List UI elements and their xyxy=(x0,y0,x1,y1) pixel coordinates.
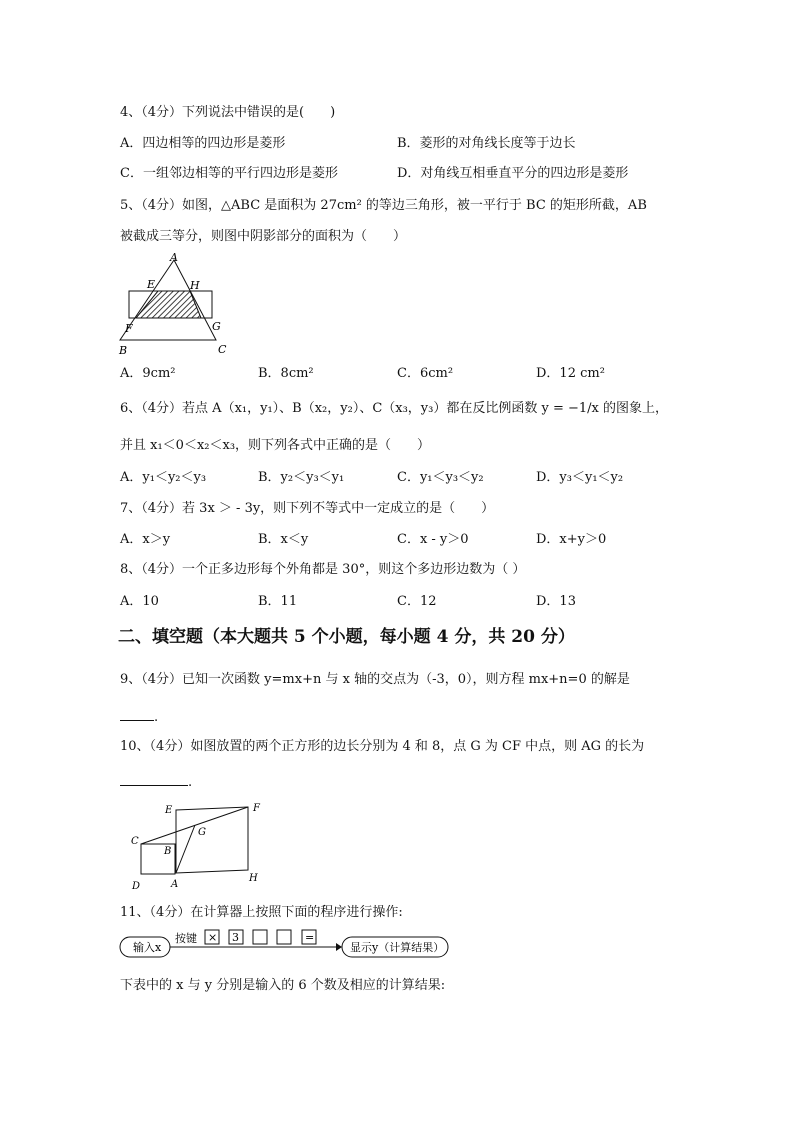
q11-stem: 11、（4分）在计算器上按照下面的程序进行操作: xyxy=(120,905,403,920)
q9-stem: 9、（4分）已知一次函数 y=mx+n 与 x 轴的交点为（-3，0），则方程 mx+n=0 的解是 xyxy=(120,672,630,687)
label-f: F xyxy=(125,322,133,335)
label-c: C xyxy=(218,343,227,356)
key-3-label: 3 xyxy=(232,931,239,944)
q9-answer-line xyxy=(120,706,158,727)
label-g: G xyxy=(198,827,206,838)
q4-option-a: A．四边相等的四边形是菱形 xyxy=(120,136,286,151)
label-e: E xyxy=(147,278,156,291)
label-b: B xyxy=(119,344,128,357)
input-x-label: 输入x xyxy=(133,941,162,954)
q4-option-b: B．菱形的对角线长度等于边长 xyxy=(397,136,576,151)
label-h: H xyxy=(190,279,200,292)
q8-option-b: B．11 xyxy=(258,594,298,609)
key-times-label: × xyxy=(208,931,218,944)
label-e: E xyxy=(165,805,173,816)
key-blank-2 xyxy=(277,930,291,944)
q5-option-d: D．12 cm² xyxy=(536,366,605,381)
output-y-label: 显示y（计算结果） xyxy=(350,941,445,954)
q4-option-d: D．对角线互相垂直平分的四边形是菱形 xyxy=(397,166,629,181)
q8-option-d: D．13 xyxy=(536,594,576,609)
shaded-region xyxy=(136,291,201,318)
q5-stem-line1: 5、（4分）如图，△ABC 是面积为 27cm² 的等边三角形，被一平行于 BC 的矩形所截，AB xyxy=(120,198,647,213)
q5-triangle-figure xyxy=(112,250,237,360)
press-keys-label: 按键 xyxy=(175,932,197,945)
q10-period: . xyxy=(188,775,193,790)
q11-calculator-flow xyxy=(118,928,453,962)
q5-option-c: C．6cm² xyxy=(397,366,454,381)
q7-option-d: D．x+y＞0 xyxy=(536,532,607,547)
q9-answer-blank[interactable] xyxy=(120,706,154,721)
q4-option-c: C．一组邻边相等的平行四边形是菱形 xyxy=(120,166,338,181)
label-d: D xyxy=(132,881,141,892)
q11-table-intro: 下表中的 x 与 y 分别是输入的 6 个数及相应的计算结果: xyxy=(120,978,446,993)
q7-stem: 7、（4分）若 3x ＞ - 3y，则下列不等式中一定成立的是（ ） xyxy=(120,501,495,516)
q8-stem: 8、（4分）一个正多边形每个外角都是 30°，则这个多边形边数为（ ） xyxy=(120,562,526,577)
label-h: H xyxy=(249,873,258,884)
q6-option-b: B．y₂＜y₃＜y₁ xyxy=(258,470,345,485)
q8-option-a: A．10 xyxy=(120,594,159,609)
q5-option-a: A．9cm² xyxy=(120,366,176,381)
q5-option-b: B．8cm² xyxy=(258,366,314,381)
q6-stem-line2: 并且 x₁＜0＜x₂＜x₃，则下列各式中正确的是（ ） xyxy=(120,438,431,453)
q6-option-c: C．y₁＜y₃＜y₂ xyxy=(397,470,484,485)
key-blank-1 xyxy=(253,930,267,944)
q6-stem-line1: 6、（4分）若点 A（x₁，y₁）、B（x₂，y₂）、C（x₃，y₃）都在反比例函数 y = −1/x 的图象上， xyxy=(120,401,668,416)
q10-answer-line xyxy=(120,771,192,792)
q10-squares-figure xyxy=(125,798,275,893)
q7-option-b: B．x＜y xyxy=(258,532,309,547)
q5-stem-line2: 被截成三等分，则图中阴影部分的面积为（ ） xyxy=(120,229,407,244)
q7-option-c: C．x - y＞0 xyxy=(397,532,469,547)
label-b: B xyxy=(164,846,172,857)
q9-period: . xyxy=(154,710,159,725)
label-f: F xyxy=(253,803,260,814)
q10-answer-blank[interactable] xyxy=(120,771,188,786)
q6-option-a: A．y₁＜y₂＜y₃ xyxy=(120,470,207,485)
flow-arrow-head xyxy=(336,943,342,951)
label-a: A xyxy=(171,879,179,890)
q4-stem: 4、（4分）下列说法中错误的是( ) xyxy=(120,105,336,120)
key-equals-label: = xyxy=(305,931,315,944)
label-a: A xyxy=(170,251,178,264)
q8-option-c: C．12 xyxy=(397,594,437,609)
segment-ag xyxy=(176,825,195,873)
large-square xyxy=(176,807,248,873)
label-c: C xyxy=(131,836,139,847)
q6-option-d: D．y₃＜y₁＜y₂ xyxy=(536,470,624,485)
q7-option-a: A．x＞y xyxy=(120,532,171,547)
section-heading: 二、填空题（本大题共 5 个小题，每小题 4 分，共 20 分） xyxy=(118,627,575,647)
q10-stem: 10、（4分）如图放置的两个正方形的边长分别为 4 和 8，点 G 为 CF 中点，则 AG 的长为 xyxy=(120,739,645,754)
label-g: G xyxy=(212,320,221,333)
